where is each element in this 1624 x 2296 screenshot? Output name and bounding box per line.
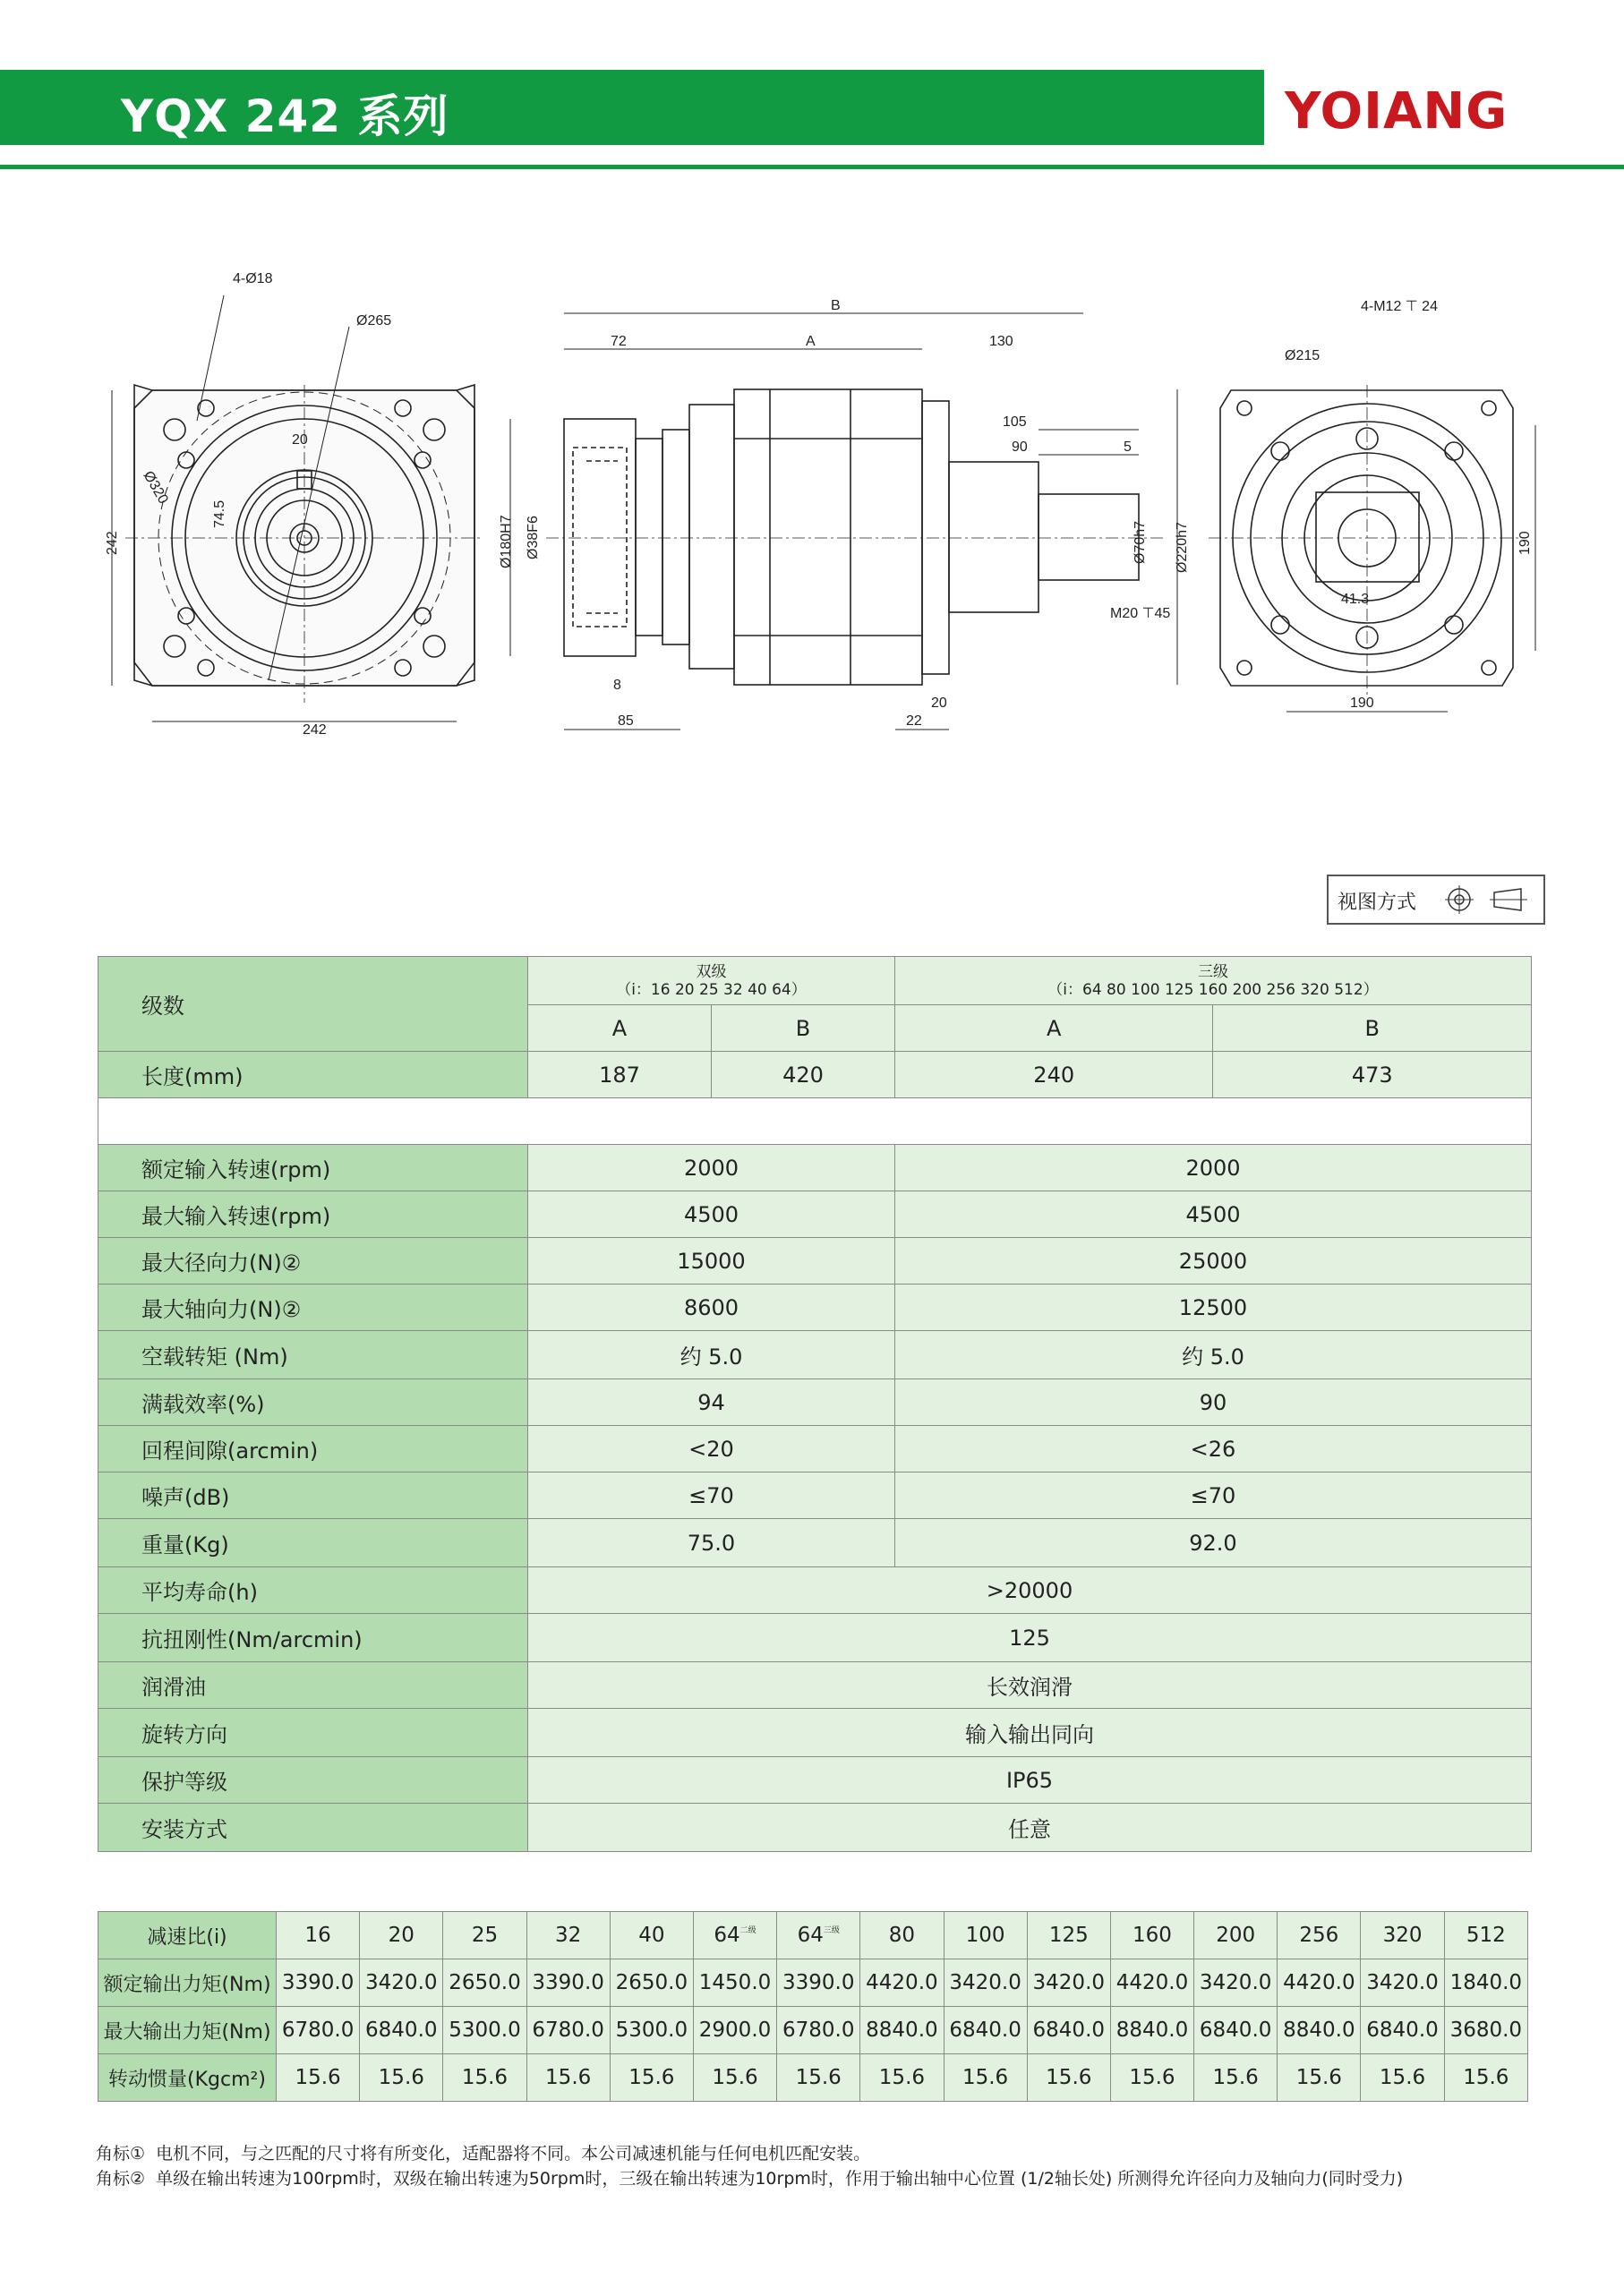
rated-cell bbox=[944, 1959, 1027, 2007]
row-label: 额定输入转速(rpm) bbox=[98, 1145, 528, 1191]
dim-B: B bbox=[831, 298, 841, 313]
dim-5: 5 bbox=[1124, 440, 1132, 455]
inertia-label: 转动惯量(Kgcm²) bbox=[98, 2054, 277, 2102]
ratio-cell-value: 40 bbox=[638, 1924, 665, 1947]
inertia-cell-value: 15.6 bbox=[878, 2066, 926, 2089]
rated-cell bbox=[1027, 1959, 1110, 2007]
inertia-cell bbox=[610, 2054, 693, 2102]
merged-value: >20000 bbox=[528, 1567, 1532, 1614]
max-cell bbox=[610, 2007, 693, 2054]
ratio-cell-value: 100 bbox=[965, 1924, 1005, 1947]
dim-thread: M20 ⊤45 bbox=[1110, 606, 1171, 621]
dim-320: Ø320 bbox=[140, 468, 171, 507]
rated-cell bbox=[693, 1959, 776, 2007]
footnote-1 bbox=[96, 2141, 1403, 2166]
max-cell-value: 2900.0 bbox=[698, 2019, 772, 2042]
view-mode-box bbox=[1327, 875, 1545, 925]
rated-cell bbox=[526, 1959, 610, 2007]
max-cell-value: 6780.0 bbox=[281, 2019, 355, 2042]
inertia-cell-value: 15.6 bbox=[1463, 2066, 1509, 2089]
ratio-cell bbox=[777, 1912, 860, 1959]
projection-icon bbox=[1445, 885, 1534, 914]
stage2-name: 双级 bbox=[696, 962, 727, 981]
rated-cell-value: 3420.0 bbox=[1032, 1971, 1106, 1994]
inertia-cell bbox=[360, 2054, 443, 2102]
dim-180: Ø180H7 bbox=[499, 515, 514, 568]
stage3-col-A: A bbox=[894, 1005, 1212, 1052]
page-title: YQX 242 系列 bbox=[121, 90, 449, 142]
merged-label: 旋转方向 bbox=[98, 1709, 528, 1757]
inertia-cell bbox=[443, 2054, 526, 2102]
row-v3: ≤70 bbox=[894, 1472, 1531, 1519]
ratio-cell bbox=[360, 1912, 443, 1959]
dim-190-v: 190 bbox=[1517, 531, 1533, 555]
inertia-cell bbox=[860, 2054, 944, 2102]
max-cell bbox=[1027, 2007, 1110, 2054]
rated-cell-value: 4420.0 bbox=[866, 1971, 938, 1994]
spacer-row bbox=[98, 1098, 1532, 1145]
max-cell bbox=[277, 2007, 360, 2054]
inertia-cell-value: 15.6 bbox=[1295, 2066, 1342, 2089]
dim-74-5: 74.5 bbox=[212, 499, 227, 528]
inertia-cell-value: 15.6 bbox=[1129, 2066, 1175, 2089]
rated-cell bbox=[360, 1959, 443, 2007]
row-v3: 4500 bbox=[894, 1191, 1531, 1238]
max-cell-value: 8840.0 bbox=[1115, 2019, 1189, 2042]
row-label: 重量(Kg) bbox=[98, 1519, 528, 1567]
max-cell-value: 3680.0 bbox=[1449, 2019, 1523, 2042]
ratio-cell bbox=[277, 1912, 360, 1959]
inertia-cell bbox=[1278, 2054, 1361, 2102]
dim-215: Ø215 bbox=[1285, 348, 1321, 363]
max-cell bbox=[1361, 2007, 1444, 2054]
ratio-cell-value: 160 bbox=[1133, 1924, 1172, 1947]
dim-22: 22 bbox=[906, 713, 922, 729]
row-v2: 94 bbox=[528, 1379, 895, 1426]
inertia-cell-value: 15.6 bbox=[1379, 2066, 1426, 2089]
rated-cell bbox=[1110, 1959, 1193, 2007]
dim-242-side: 242 bbox=[105, 531, 120, 555]
ratio-cell-value: 320 bbox=[1382, 1924, 1423, 1947]
max-cell-value: 6840.0 bbox=[1032, 2019, 1106, 2042]
rated-cell bbox=[1361, 1959, 1444, 2007]
footnote-text: 电机不同，与之匹配的尺寸将有所变化，适配器将不同。本公司减速机能与任何电机匹配安装。 bbox=[156, 2144, 871, 2164]
ratio-cell-value: 25 bbox=[471, 1924, 499, 1947]
dim-20: 20 bbox=[292, 432, 308, 448]
rated-cell-value: 3390.0 bbox=[281, 1971, 355, 1994]
max-cell-value: 5300.0 bbox=[615, 2019, 688, 2042]
ratio-cell bbox=[1194, 1912, 1278, 1959]
row-v2: <20 bbox=[528, 1426, 895, 1472]
merged-value: 任意 bbox=[528, 1804, 1532, 1852]
stage3-len-A: 240 bbox=[894, 1052, 1212, 1098]
ratio-cell bbox=[860, 1912, 944, 1959]
ratio-cell bbox=[944, 1912, 1027, 1959]
dim-bolt-circle: Ø265 bbox=[356, 313, 392, 329]
ratio-cell-value: 200 bbox=[1216, 1924, 1256, 1947]
max-cell bbox=[443, 2007, 526, 2054]
ratio-cell-value: 32 bbox=[555, 1924, 582, 1947]
row-v3: 90 bbox=[894, 1379, 1531, 1426]
stage2-ratios: （i：16 20 25 32 40 64） bbox=[616, 980, 807, 999]
inertia-cell-value: 15.6 bbox=[962, 2066, 1009, 2089]
row-v2: 4500 bbox=[528, 1191, 895, 1238]
max-cell bbox=[360, 2007, 443, 2054]
rated-cell-value: 3420.0 bbox=[1366, 1971, 1439, 1994]
rated-cell-value: 3390.0 bbox=[532, 1971, 604, 1994]
dim-85: 85 bbox=[618, 713, 634, 729]
row-v3: 约 5.0 bbox=[894, 1331, 1531, 1379]
stage2-len-A: 187 bbox=[528, 1052, 712, 1098]
header-rule bbox=[0, 165, 1624, 169]
rated-cell-value: 3420.0 bbox=[949, 1971, 1021, 1994]
ratio-table bbox=[98, 1911, 1528, 2102]
row-v2: 约 5.0 bbox=[528, 1331, 895, 1379]
dim-242-bottom: 242 bbox=[303, 722, 327, 738]
row-v3: 2000 bbox=[894, 1145, 1531, 1191]
max-cell bbox=[944, 2007, 1027, 2054]
ratio-cell bbox=[1361, 1912, 1444, 1959]
merged-label: 抗扭刚性(Nm/arcmin) bbox=[98, 1614, 528, 1662]
inertia-cell bbox=[1194, 2054, 1278, 2102]
level-label: 级数 bbox=[98, 957, 528, 1052]
side-section-view bbox=[510, 313, 1177, 730]
dim-90: 90 bbox=[1012, 440, 1028, 455]
rated-cell-value: 4420.0 bbox=[1283, 1971, 1355, 1994]
rated-cell-value: 3390.0 bbox=[782, 1971, 855, 1994]
row-label: 空载转矩 (Nm) bbox=[98, 1331, 528, 1379]
technical-drawing bbox=[90, 260, 1558, 761]
rated-cell-value: 3420.0 bbox=[365, 1971, 438, 1994]
ratio-cell-value: 64 bbox=[797, 1924, 824, 1947]
rated-cell-value: 1840.0 bbox=[1449, 1971, 1523, 1994]
dim-70: Ø70h7 bbox=[1133, 520, 1148, 564]
row-label: 最大轴向力(N)② bbox=[98, 1285, 528, 1331]
merged-label: 平均寿命(h) bbox=[98, 1567, 528, 1614]
max-cell bbox=[1278, 2007, 1361, 2054]
rated-cell bbox=[1444, 1959, 1527, 2007]
ratio-cell-value: 125 bbox=[1048, 1924, 1089, 1947]
max-cell-value: 5300.0 bbox=[449, 2019, 521, 2042]
ratio-cell bbox=[1027, 1912, 1110, 1959]
ratio-cell-value: 16 bbox=[304, 1924, 331, 1947]
dim-130: 130 bbox=[989, 334, 1013, 349]
max-cell-value: 6780.0 bbox=[782, 2019, 855, 2042]
inertia-cell-value: 15.6 bbox=[712, 2066, 758, 2089]
inertia-cell-value: 15.6 bbox=[795, 2066, 842, 2089]
footnote-text: 单级在输出转速为100rpm时，双级在输出转速为50rpm时，三级在输出转速为10rpm时，作用于输出轴中心位置 (1/2轴长处) 所测得允许径向力及轴向力(同时受力) bbox=[156, 2169, 1404, 2189]
row-label: 回程间隙(arcmin) bbox=[98, 1426, 528, 1472]
brand-logo: YOIANG bbox=[1285, 82, 1509, 141]
merged-value: 输入输出同向 bbox=[528, 1709, 1532, 1757]
max-cell-value: 8840.0 bbox=[1283, 2019, 1355, 2042]
max-cell bbox=[1110, 2007, 1193, 2054]
rated-cell bbox=[1278, 1959, 1361, 2007]
dim-8: 8 bbox=[613, 678, 621, 693]
rated-cell bbox=[860, 1959, 944, 2007]
stage2-col-A: A bbox=[528, 1005, 712, 1052]
view-mode-label: 视图方式 bbox=[1338, 892, 1417, 914]
max-cell bbox=[526, 2007, 610, 2054]
stage-mark: 三级 bbox=[823, 1926, 840, 1935]
front-flange-view bbox=[112, 295, 483, 721]
stage3-ratios: （i：64 80 100 125 160 200 256 320 512） bbox=[1047, 980, 1379, 999]
inertia-cell bbox=[1027, 2054, 1110, 2102]
ratio-cell bbox=[1278, 1912, 1361, 1959]
max-cell-value: 8840.0 bbox=[866, 2019, 938, 2042]
merged-value: 125 bbox=[528, 1614, 1532, 1662]
footnote-mark: 角标① bbox=[96, 2144, 146, 2164]
inertia-cell bbox=[1444, 2054, 1527, 2102]
footnotes bbox=[96, 2141, 1403, 2191]
row-label: 最大径向力(N)② bbox=[98, 1238, 528, 1285]
stage2-header bbox=[528, 957, 895, 1005]
footnote-mark: 角标② bbox=[96, 2169, 146, 2189]
max-cell-value: 6840.0 bbox=[949, 2019, 1021, 2042]
rated-cell-value: 2650.0 bbox=[449, 1971, 521, 1994]
row-v2: 8600 bbox=[528, 1285, 895, 1331]
inertia-cell-value: 15.6 bbox=[545, 2066, 592, 2089]
max-cell-value: 6840.0 bbox=[1366, 2019, 1439, 2042]
rated-cell bbox=[443, 1959, 526, 2007]
inertia-cell bbox=[277, 2054, 360, 2102]
rated-cell-value: 2650.0 bbox=[615, 1971, 688, 1994]
inertia-cell-value: 15.6 bbox=[295, 2066, 341, 2089]
inertia-cell-value: 15.6 bbox=[628, 2066, 675, 2089]
row-v2: 2000 bbox=[528, 1145, 895, 1191]
inertia-cell bbox=[1361, 2054, 1444, 2102]
rated-cell bbox=[1194, 1959, 1278, 2007]
inertia-cell-value: 15.6 bbox=[461, 2066, 509, 2089]
rated-cell-value: 3420.0 bbox=[1199, 1971, 1272, 1994]
row-label: 满载效率(%) bbox=[98, 1379, 528, 1426]
max-torque-label: 最大输出力矩(Nm) bbox=[98, 2007, 277, 2054]
rated-torque-label: 额定输出力矩(Nm) bbox=[98, 1959, 277, 2007]
inertia-cell-value: 15.6 bbox=[1046, 2066, 1092, 2089]
ratio-cell bbox=[610, 1912, 693, 1959]
dim-41: 41.3 bbox=[1341, 592, 1370, 607]
max-cell bbox=[693, 2007, 776, 2054]
spec-table bbox=[98, 956, 1532, 1852]
ratio-cell bbox=[1444, 1912, 1527, 1959]
dim-190-h: 190 bbox=[1350, 696, 1374, 711]
inertia-cell bbox=[526, 2054, 610, 2102]
dim-105: 105 bbox=[1003, 414, 1027, 430]
max-cell-value: 6780.0 bbox=[532, 2019, 604, 2042]
max-cell bbox=[777, 2007, 860, 2054]
dim-220: Ø220h7 bbox=[1175, 522, 1190, 573]
ratio-cell-value: 80 bbox=[888, 1924, 916, 1947]
rated-cell bbox=[777, 1959, 860, 2007]
max-cell bbox=[860, 2007, 944, 2054]
dim-taps: 4-M12 ⊤ 24 bbox=[1361, 299, 1438, 314]
row-v3: 12500 bbox=[894, 1285, 1531, 1331]
ratio-cell-value: 20 bbox=[388, 1924, 415, 1947]
row-v3: <26 bbox=[894, 1426, 1531, 1472]
max-cell-value: 6840.0 bbox=[1199, 2019, 1272, 2042]
stage2-col-B: B bbox=[711, 1005, 894, 1052]
stage3-len-B: 473 bbox=[1213, 1052, 1532, 1098]
dim-38: Ø38F6 bbox=[526, 516, 541, 559]
stage2-len-B: 420 bbox=[711, 1052, 894, 1098]
stage3-col-B: B bbox=[1213, 1005, 1532, 1052]
row-label: 最大输入转速(rpm) bbox=[98, 1191, 528, 1238]
row-v3: 25000 bbox=[894, 1238, 1531, 1285]
ratio-cell-value: 512 bbox=[1466, 1924, 1506, 1947]
rated-cell-value: 4420.0 bbox=[1115, 1971, 1189, 1994]
stage3-name: 三级 bbox=[1197, 962, 1228, 981]
ratio-cell bbox=[526, 1912, 610, 1959]
dim-holes: 4-Ø18 bbox=[233, 271, 273, 286]
inertia-cell-value: 15.6 bbox=[378, 2066, 424, 2089]
row-v2: 75.0 bbox=[528, 1519, 895, 1567]
merged-label: 保护等级 bbox=[98, 1757, 528, 1804]
ratio-cell bbox=[693, 1912, 776, 1959]
rated-cell-value: 1450.0 bbox=[698, 1971, 772, 1994]
max-cell bbox=[1194, 2007, 1278, 2054]
inertia-cell bbox=[944, 2054, 1027, 2102]
stage-mark: 二级 bbox=[739, 1926, 756, 1935]
ratio-cell bbox=[1110, 1912, 1193, 1959]
inertia-cell bbox=[1110, 2054, 1193, 2102]
row-label: 噪声(dB) bbox=[98, 1472, 528, 1519]
merged-label: 润滑油 bbox=[98, 1662, 528, 1709]
row-v2: ≤70 bbox=[528, 1472, 895, 1519]
inertia-cell-value: 15.6 bbox=[1212, 2066, 1259, 2089]
merged-label: 安装方式 bbox=[98, 1804, 528, 1852]
inertia-cell bbox=[777, 2054, 860, 2102]
ratio-label: 减速比(i) bbox=[98, 1912, 277, 1959]
ratio-cell bbox=[443, 1912, 526, 1959]
rated-cell bbox=[610, 1959, 693, 2007]
rated-cell bbox=[277, 1959, 360, 2007]
footnote-2 bbox=[96, 2166, 1403, 2191]
row-v3: 92.0 bbox=[894, 1519, 1531, 1567]
max-cell-value: 6840.0 bbox=[365, 2019, 438, 2042]
ratio-cell-value: 256 bbox=[1299, 1924, 1339, 1947]
row-v2: 15000 bbox=[528, 1238, 895, 1285]
merged-value: 长效润滑 bbox=[528, 1662, 1532, 1709]
length-label: 长度(mm) bbox=[98, 1052, 528, 1098]
inertia-cell bbox=[693, 2054, 776, 2102]
max-cell bbox=[1444, 2007, 1527, 2054]
ratio-cell-value: 64 bbox=[714, 1924, 740, 1947]
rear-flange-view bbox=[1209, 385, 1535, 712]
merged-value: IP65 bbox=[528, 1757, 1532, 1804]
stage3-header bbox=[894, 957, 1531, 1005]
dim-72: 72 bbox=[611, 334, 627, 349]
dim-20b: 20 bbox=[931, 696, 947, 711]
dim-A: A bbox=[806, 334, 816, 349]
